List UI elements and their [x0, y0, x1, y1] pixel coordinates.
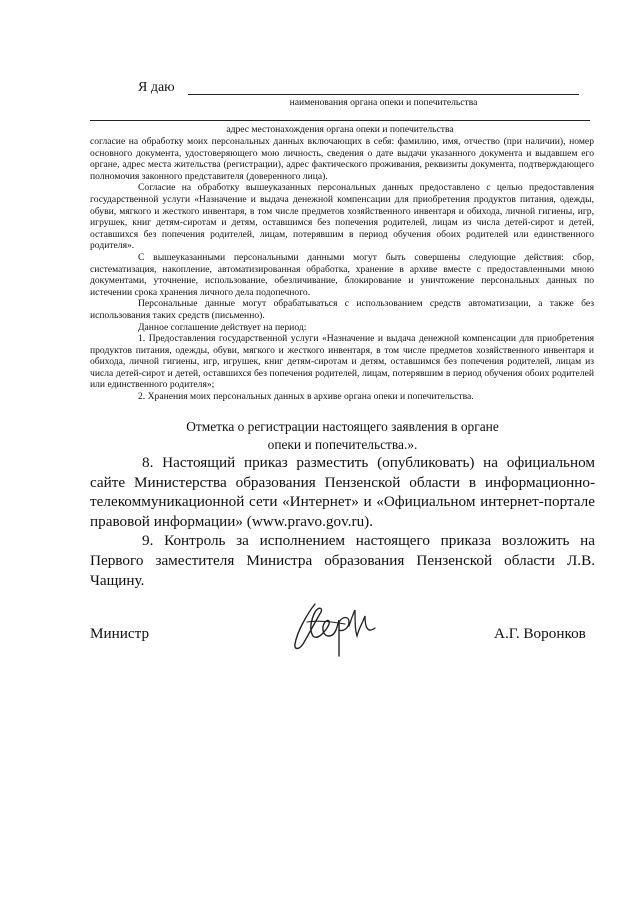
registration-mark-line-2: опеки и попечительства.». [267, 437, 418, 452]
guardianship-address-line [90, 120, 590, 121]
order-item-8: 8. Настоящий приказ разместить (опубликовать) на официальном сайте Министерства образования Пензенской области в информационно-телекоммуникационной сети «Интернет» и «Официальном интернет-портале правовой информации» (www.pravo.gov.ru). [90, 454, 595, 530]
guardianship-address-caption: адрес местонахождения органа опеки и попечительства [226, 124, 454, 135]
consent-period-item-2: 2. Хранения моих персональных данных в архиве органа опеки и попечительства. [138, 391, 474, 403]
guardianship-name-line [188, 94, 579, 95]
consent-period-item-1: 1. Предоставления государственной услуги «Назначение и выдача денежной компенсации для приобретения продуктов питания, одежды, обуви, мягкого и жесткого инвентаря, в том числе предметов хозяйственного инвентаря и обихода, личной гигиены, игр, игрушек, книг детям-сиротам и детям, оставшимся без попечения родителей, лицам из числа детей-сирот и детей, оставшихся без попечения родителей, лицам, потерявшим в период обучения обоих родителей или единственного родителя»; [90, 333, 594, 391]
order-item-9: 9. Контроль за исполнением настоящего приказа возложить на Первого заместителя Министра образования Пензенской области Л.В. Чащину. [90, 532, 595, 589]
consent-actions-paragraph: С вышеуказанными персональными данными могут быть совершены следующие действия: сбор, систематизация, накопление, автоматизированная обработка, хранение в архиве вместе с предоставленными мною документами, уточнение, использование, обезличивание, блокирование и уничтожение персональных данных по истечении срока хранения личного дела подопечного. [90, 251, 594, 298]
ya-dayu-label: Я даю [138, 80, 175, 95]
handwritten-signature [285, 592, 390, 662]
consent-form-body [90, 136, 594, 403]
consent-intro-paragraph: согласие на обработку моих персональных данных включающих в себя: фамилию, имя, отчество (при наличии), номер основного документа, удостоверяющего мою личность, сведения о дате выдачи указанного документа и выдавшем его органе, адрес места жительства (регистрации), адрес фактического проживания, реквизиты документа, подтверждающего полномочия законного представителя (доверенного лица). [90, 136, 594, 182]
registration-mark-line-1: Отметка о регистрации настоящего заявления в органе [186, 419, 499, 434]
consent-period-paragraph: Данное соглашение действует на период: [138, 321, 307, 333]
signatory-position: Министр [90, 625, 150, 642]
consent-automation-paragraph: Персональные данные могут обрабатываться с использованием средств автоматизации, а также без использования таких средств (письменно). [90, 298, 594, 321]
consent-purpose-paragraph: Согласие на обработку вышеуказанных персональных данных предоставлено с целью предоставления государственной услуги «Назначение и выдача денежной компенсации для приобретения продуктов питания, одежды, обуви, мягкого и жесткого инвентаря, в том числе предметов хозяйственного инвентаря и обихода, личной гигиены, игр, игрушек, книг детям-сиротам и детям, оставшимся без попечения родителей, лицам из числа детей-сирот и детей, оставшихся без попечения родителей, лицам, потерявшим в период обучения обоих родителей или единственного родителя». [90, 182, 594, 252]
guardianship-name-caption: наименования органа опеки и попечительства [289, 97, 478, 108]
order-items [90, 453, 595, 590]
signatory-name: А.Г. Воронков [494, 625, 586, 642]
